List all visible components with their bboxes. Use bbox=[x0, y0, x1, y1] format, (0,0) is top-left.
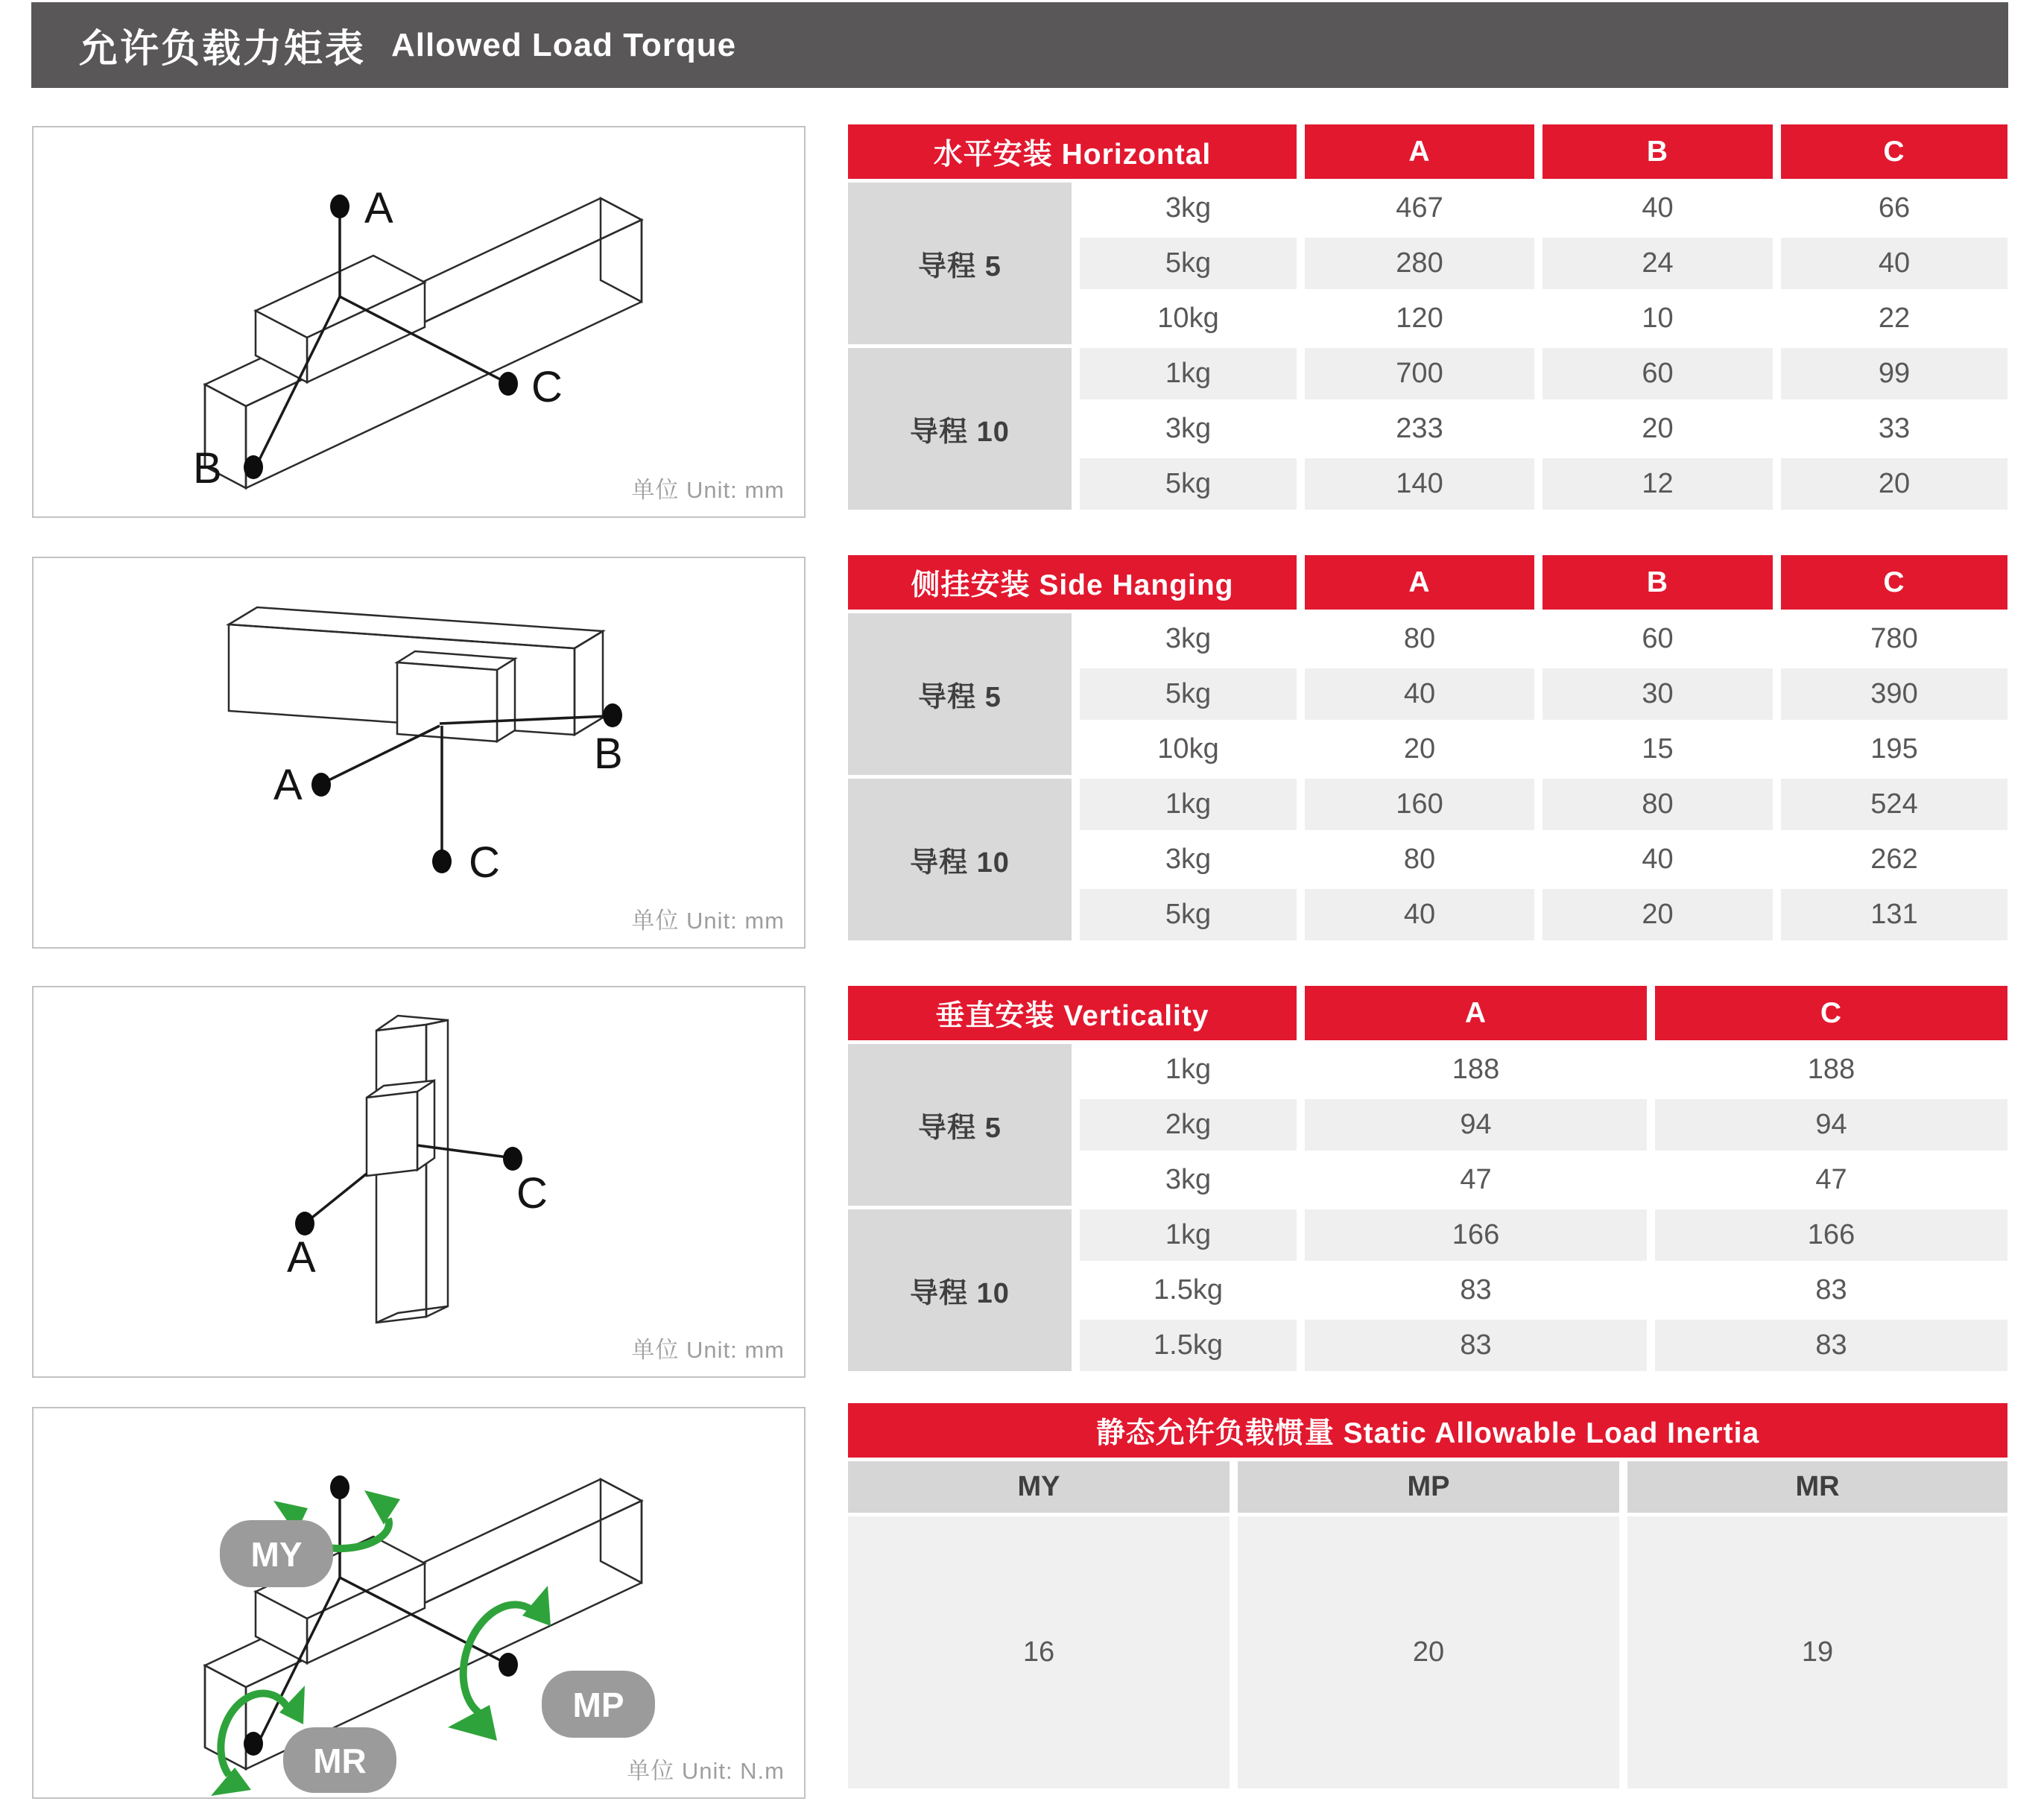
side-hanging-drawing bbox=[34, 558, 804, 947]
table-title: 水平安装 Horizontal bbox=[848, 124, 1297, 179]
axis-label-c: C bbox=[531, 363, 563, 411]
row-group-label: 导程 5 bbox=[848, 183, 1072, 344]
load-cell: 3kg bbox=[1080, 183, 1297, 234]
value-cell: 780 bbox=[1781, 613, 2007, 665]
col-header-a: A bbox=[1305, 124, 1534, 179]
col-header-my: MY bbox=[848, 1461, 1230, 1513]
table-horizontal bbox=[848, 124, 2007, 510]
row-group-label: 导程 10 bbox=[848, 779, 1072, 940]
row-group-label: 导程 10 bbox=[848, 1209, 1072, 1371]
value-cell: 40 bbox=[1305, 889, 1534, 940]
value-cell: 166 bbox=[1655, 1209, 2007, 1261]
value-cell: 80 bbox=[1305, 613, 1534, 665]
table-title: 静态允许负载惯量 Static Allowable Load Inertia bbox=[848, 1403, 2007, 1458]
value-cell: 47 bbox=[1305, 1154, 1647, 1206]
diagram-moment-axes bbox=[32, 1407, 806, 1799]
badge-mr: MR bbox=[313, 1741, 367, 1780]
axis-label-a: A bbox=[287, 1233, 316, 1282]
value-cell: 390 bbox=[1781, 668, 2007, 720]
page-title-zh: 允许负载力矩表 bbox=[79, 28, 367, 71]
load-cell: 1kg bbox=[1080, 348, 1297, 399]
load-cell: 10kg bbox=[1080, 293, 1297, 344]
axis-label-b: B bbox=[594, 730, 623, 778]
load-cell: 2kg bbox=[1080, 1099, 1297, 1151]
load-cell: 3kg bbox=[1080, 613, 1297, 665]
col-header-b: B bbox=[1543, 555, 1773, 610]
value-cell: 83 bbox=[1655, 1265, 2007, 1316]
diagram-horizontal-mount bbox=[32, 126, 806, 518]
moment-badges bbox=[220, 1520, 655, 1793]
value-cell: 40 bbox=[1305, 668, 1534, 720]
diagram-vertical-mount bbox=[32, 986, 806, 1378]
value-cell: 19 bbox=[1627, 1516, 2007, 1788]
value-cell: 40 bbox=[1543, 834, 1773, 885]
value-cell: 22 bbox=[1781, 293, 2007, 344]
value-cell: 166 bbox=[1305, 1209, 1647, 1261]
value-cell: 83 bbox=[1655, 1320, 2007, 1371]
moment-axes-drawing bbox=[34, 1408, 804, 1797]
load-cell: 1.5kg bbox=[1080, 1320, 1297, 1371]
table-title: 垂直安装 Verticality bbox=[848, 986, 1297, 1040]
load-cell: 3kg bbox=[1080, 834, 1297, 885]
axis-label-a: A bbox=[364, 184, 393, 232]
value-cell: 83 bbox=[1305, 1265, 1647, 1316]
load-cell: 5kg bbox=[1080, 889, 1297, 940]
col-header-c: C bbox=[1655, 986, 2007, 1040]
axis-label-c: C bbox=[469, 838, 500, 887]
value-cell: 188 bbox=[1655, 1044, 2007, 1095]
value-cell: 700 bbox=[1305, 348, 1534, 399]
value-cell: 131 bbox=[1781, 889, 2007, 940]
value-cell: 195 bbox=[1781, 724, 2007, 775]
load-cell: 5kg bbox=[1080, 668, 1297, 720]
value-cell: 60 bbox=[1543, 348, 1773, 399]
load-cell: 3kg bbox=[1080, 403, 1297, 455]
value-cell: 20 bbox=[1781, 458, 2007, 510]
unit-caption: 单位 Unit: mm bbox=[631, 1337, 785, 1363]
value-cell: 10 bbox=[1543, 293, 1773, 344]
col-header-a: A bbox=[1305, 986, 1647, 1040]
value-cell: 262 bbox=[1781, 834, 2007, 885]
table-title: 侧挂安装 Side Hanging bbox=[848, 555, 1297, 610]
value-cell: 66 bbox=[1781, 183, 2007, 234]
value-cell: 140 bbox=[1305, 458, 1534, 510]
col-header-mp: MP bbox=[1238, 1461, 1619, 1513]
unit-caption: 单位 Unit: mm bbox=[631, 477, 785, 503]
value-cell: 33 bbox=[1781, 403, 2007, 455]
value-cell: 80 bbox=[1305, 834, 1534, 885]
value-cell: 120 bbox=[1305, 293, 1534, 344]
value-cell: 188 bbox=[1305, 1044, 1647, 1095]
value-cell: 12 bbox=[1543, 458, 1773, 510]
value-cell: 233 bbox=[1305, 403, 1534, 455]
value-cell: 524 bbox=[1781, 779, 2007, 830]
table-side-hanging bbox=[848, 555, 2007, 940]
value-cell: 83 bbox=[1305, 1320, 1647, 1371]
value-cell: 94 bbox=[1655, 1099, 2007, 1151]
vertical-mount-drawing bbox=[34, 987, 804, 1376]
col-header-c: C bbox=[1781, 124, 2007, 179]
horizontal-mount-drawing bbox=[34, 127, 804, 516]
unit-caption: 单位 Unit: N.m bbox=[627, 1758, 785, 1784]
col-header-b: B bbox=[1543, 124, 1773, 179]
load-cell: 10kg bbox=[1080, 724, 1297, 775]
value-cell: 40 bbox=[1781, 238, 2007, 289]
row-group-label: 导程 5 bbox=[848, 613, 1072, 775]
value-cell: 47 bbox=[1655, 1154, 2007, 1206]
value-cell: 16 bbox=[848, 1516, 1230, 1788]
value-cell: 20 bbox=[1305, 724, 1534, 775]
load-cell: 1.5kg bbox=[1080, 1265, 1297, 1316]
load-cell: 1kg bbox=[1080, 1044, 1297, 1095]
axis-label-a: A bbox=[273, 761, 303, 809]
col-header-a: A bbox=[1305, 555, 1534, 610]
load-cell: 1kg bbox=[1080, 1209, 1297, 1261]
value-cell: 15 bbox=[1543, 724, 1773, 775]
value-cell: 99 bbox=[1781, 348, 2007, 399]
carriage-outline bbox=[397, 651, 515, 741]
load-cell: 3kg bbox=[1080, 1154, 1297, 1206]
row-group-label: 导程 5 bbox=[848, 1044, 1072, 1206]
value-cell: 20 bbox=[1543, 889, 1773, 940]
value-cell: 20 bbox=[1543, 403, 1773, 455]
axis-label-b: B bbox=[193, 444, 222, 493]
value-cell: 60 bbox=[1543, 613, 1773, 665]
value-cell: 30 bbox=[1543, 668, 1773, 720]
badge-my: MY bbox=[250, 1535, 303, 1574]
value-cell: 94 bbox=[1305, 1099, 1647, 1151]
load-cell: 5kg bbox=[1080, 238, 1297, 289]
axis-label-c: C bbox=[516, 1169, 548, 1218]
col-header-mr: MR bbox=[1627, 1461, 2007, 1513]
page-title-bar bbox=[31, 2, 2008, 88]
unit-caption: 单位 Unit: mm bbox=[631, 908, 785, 934]
row-group-label: 导程 10 bbox=[848, 348, 1072, 510]
value-cell: 160 bbox=[1305, 779, 1534, 830]
value-cell: 467 bbox=[1305, 183, 1534, 234]
diagram-side-hanging bbox=[32, 557, 806, 949]
table-verticality bbox=[848, 986, 2007, 1371]
value-cell: 280 bbox=[1305, 238, 1534, 289]
carriage-outline bbox=[367, 1080, 434, 1176]
value-cell: 20 bbox=[1238, 1516, 1619, 1788]
value-cell: 80 bbox=[1543, 779, 1773, 830]
load-cell: 1kg bbox=[1080, 779, 1297, 830]
load-cell: 5kg bbox=[1080, 458, 1297, 510]
page-title-en: Allowed Load Torque bbox=[391, 26, 737, 63]
table-load-inertia bbox=[848, 1403, 2007, 1788]
badge-mp: MP bbox=[572, 1686, 624, 1724]
col-header-c: C bbox=[1781, 555, 2007, 610]
value-cell: 24 bbox=[1543, 238, 1773, 289]
value-cell: 40 bbox=[1543, 183, 1773, 234]
